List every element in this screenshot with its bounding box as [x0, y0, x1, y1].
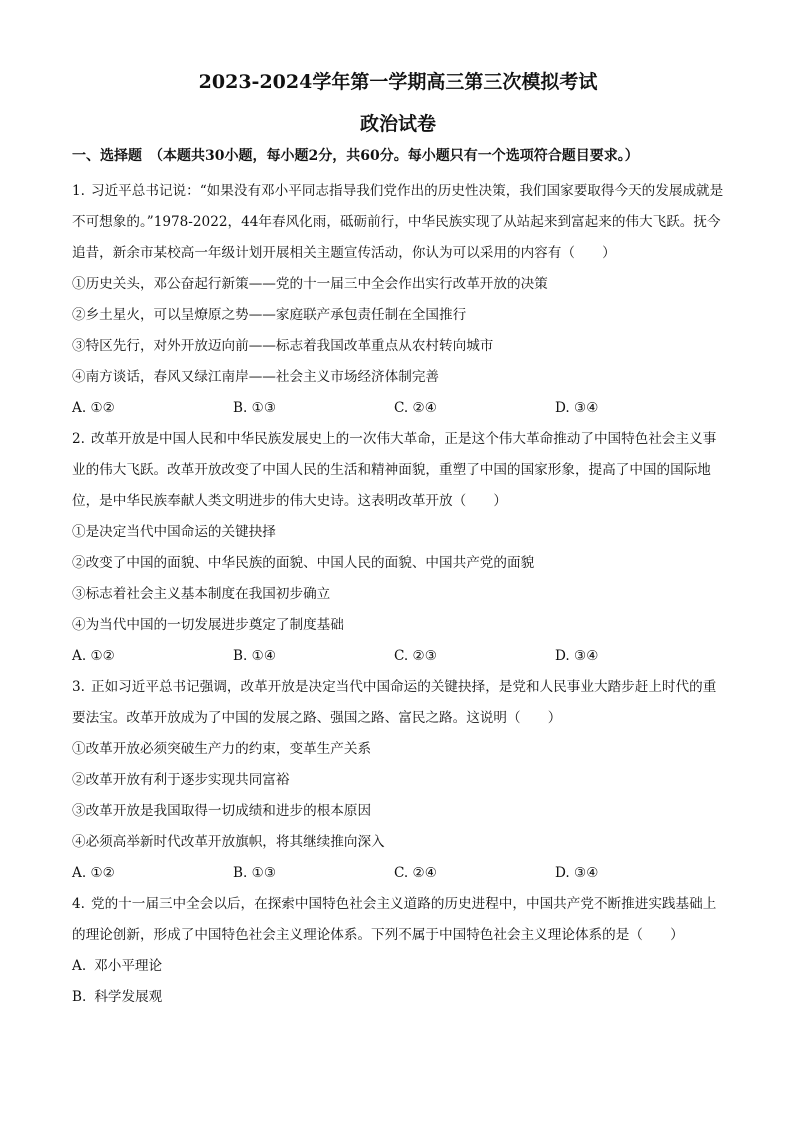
option-b[interactable]: B. ①③ [233, 865, 277, 881]
question-text: 党的十一届三中全会以后，在探索中国特色社会主义道路的历史进程中，中国共产党不断推进实践基础上的理论创新，形成了中国特色社会主义理论体系。下列不属于中国特色社会主义理论体系的是（ ） [72, 896, 717, 943]
statement-item: ④为当代中国的一切发展进步奠定了制度基础 [72, 617, 344, 633]
question-3 [72, 672, 724, 889]
option-b[interactable]: B. ①③ [233, 400, 277, 416]
option-c[interactable]: C. ②④ [394, 400, 437, 416]
question-number: 2. [72, 431, 85, 447]
option-c[interactable]: C. ②③ [394, 648, 437, 664]
question-stem [72, 672, 724, 734]
option-c[interactable]: C. ②④ [394, 865, 437, 881]
option-a[interactable] [72, 951, 724, 982]
statement-item: ②乡土星火，可以呈燎原之势——家庭联产承包责任制在全国推行 [72, 307, 467, 323]
statement-item: ③特区先行，对外开放迈向前——标志着我国改革重点从农村转向城市 [72, 338, 494, 354]
option-a[interactable]: A. ①② [72, 648, 115, 664]
exam-title: 2023-2024学年第一学期高三第三次模拟考试 [198, 71, 598, 93]
answer-options [72, 641, 724, 672]
answer-options [72, 393, 724, 424]
question-text: 改革开放是中国人民和中华民族发展史上的一次伟大革命，正是这个伟大革命推动了中国特色社会主义事业的伟大飞跃。改革开放改变了中国人民的生活和精神面貌，重塑了中国的国家形象，提高了中国的国际地位，是中华民族奉献人类文明进步的伟大史诗。这表明改革开放（ ） [72, 431, 717, 509]
exam-subject-title: 政治试卷 [359, 113, 436, 135]
statement-item: ②改革开放有利于逐步实现共同富裕 [72, 772, 290, 788]
option-text: 科学发展观 [94, 989, 163, 1005]
question-number: 4. [72, 896, 85, 912]
option-b[interactable]: B. ①④ [233, 648, 277, 664]
answer-options [72, 951, 724, 1013]
question-stem [72, 424, 724, 517]
option-d[interactable]: D. ③④ [555, 648, 599, 664]
statement-item: ④必须高举新时代改革开放旗帜，将其继续推向深入 [72, 834, 385, 850]
statement-item: ②改变了中国的面貌、中华民族的面貌、中国人民的面貌、中国共产党的面貌 [72, 555, 535, 571]
option-d[interactable]: D. ③④ [555, 400, 599, 416]
option-letter: A. [72, 958, 87, 974]
question-number: 3. [72, 679, 85, 695]
statement-item: ①改革开放必须突破生产力的约束，变革生产关系 [72, 741, 372, 757]
section-heading: 一、选择题 （本题共30小题，每小题2分，共60分。每小题只有一个选项符合题目要求。） [72, 148, 639, 164]
question-stem [72, 889, 724, 951]
option-letter: B. [72, 989, 87, 1005]
question-4 [72, 889, 724, 1013]
option-b[interactable] [72, 982, 724, 1013]
statement-item: ①历史关头，邓公奋起行新策——党的十一届三中全会作出实行改革开放的决策 [72, 276, 548, 292]
option-text: 邓小平理论 [94, 958, 163, 974]
option-a[interactable]: A. ①② [72, 400, 115, 416]
option-a[interactable]: A. ①② [72, 865, 115, 881]
answer-options [72, 858, 724, 889]
statement-item: ①是决定当代中国命运的关键抉择 [72, 524, 276, 540]
question-number: 1. [72, 183, 85, 199]
statement-item: ④南方谈话，春风又绿江南岸——社会主义市场经济体制完善 [72, 369, 440, 385]
question-2 [72, 424, 724, 672]
option-d[interactable]: D. ③④ [555, 865, 599, 881]
question-text: 习近平总书记说：“如果没有邓小平同志指导我们党作出的历史性决策，我们国家要取得今天的发展成就是不可想象的。”1978-2022，44年春风化雨，砥砺前行，中华民族实现了从站起来到富起来的伟大飞跃。抚今追昔，新余市某校高一年级计划开展相关主题宣传活动，你认为可以采用的内容有（ ） [72, 183, 724, 261]
question-1 [72, 176, 724, 424]
statement-item: ③改革开放是我国取得一切成绩和进步的根本原因 [72, 803, 372, 819]
statement-item: ③标志着社会主义基本制度在我国初步确立 [72, 586, 331, 602]
question-stem [72, 176, 724, 269]
question-text: 正如习近平总书记强调，改革开放是决定当代中国命运的关键抉择，是党和人民事业大踏步赶上时代的重要法宝。改革开放成为了中国的发展之路、强国之路、富民之路。这说明（ ） [72, 679, 717, 726]
